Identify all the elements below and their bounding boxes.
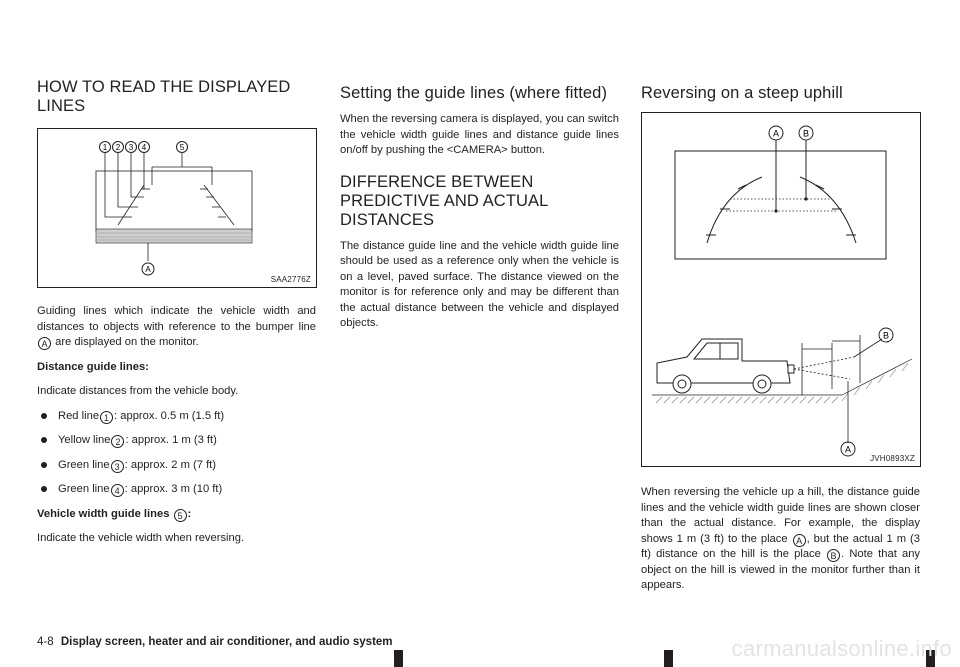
registration-mark <box>664 650 673 667</box>
list-item: Green line 4 : approx. 3 m (10 ft) <box>37 482 316 498</box>
figure-label-b: B <box>802 128 810 139</box>
distance-desc: Indicate distances from the vehicle body. <box>37 385 239 397</box>
bullet-icon <box>41 413 47 419</box>
width-heading: Vehicle width guide lines 5 : <box>37 507 192 521</box>
bullet-icon <box>41 462 47 468</box>
column-1 <box>37 78 316 556</box>
marker-5: 5 <box>174 509 187 522</box>
intro-text-end: are displayed on the monitor. <box>55 336 199 348</box>
section-title-difference: DIFFERENCE BETWEEN PREDICTIVE AND ACTUAL DISTANCES <box>340 172 548 229</box>
intro-paragraph <box>37 304 316 351</box>
column-2 <box>340 78 619 341</box>
figure-code: SAA2776Z <box>270 275 311 284</box>
figure-label-a: A <box>772 128 780 139</box>
figure-label-a: A <box>145 265 151 274</box>
width-desc: Indicate the vehicle width when reversing. <box>37 532 245 544</box>
list-item: Yellow line 2 : approx. 1 m (3 ft) <box>37 433 316 449</box>
distance-heading: Distance guide lines: <box>37 360 149 373</box>
guide-lines-illustration <box>38 129 316 287</box>
bullet-icon <box>41 486 47 492</box>
uphill-illustration <box>642 113 920 466</box>
figure-label-b-side: B <box>882 330 890 341</box>
section-title-displayed-lines: HOW TO READ THE DISPLAYED LINES <box>37 78 291 115</box>
marker-b: B <box>827 549 840 562</box>
marker-3: 3 <box>111 460 124 473</box>
figure-label-a-side: A <box>844 444 852 455</box>
distance-line-list <box>37 409 316 498</box>
list-item: Green line 3 : approx. 2 m (7 ft) <box>37 458 316 474</box>
column-3 <box>641 78 920 603</box>
guide-paragraph: When the reversing camera is displayed, you can switch the vehicle width guide lines and distance guide lines on/off by pushing the <CAMERA> button. <box>340 113 619 156</box>
marker-1: 1 <box>102 143 108 152</box>
marker-5: 5 <box>179 143 185 152</box>
marker-4: 4 <box>111 484 124 497</box>
chapter-title: Display screen, heater and air conditioner, and audio system <box>60 636 393 648</box>
page-footer <box>37 636 393 648</box>
section-title-uphill: Reversing on a steep uphill <box>641 84 843 102</box>
page-number: 4-8 <box>37 636 54 648</box>
list-item: Red line 1 : approx. 0.5 m (1.5 ft) <box>37 409 316 425</box>
marker-a: A <box>38 337 51 350</box>
watermark: carmanualsonline.info <box>731 636 952 661</box>
figure-uphill <box>641 112 921 467</box>
marker-4: 4 <box>141 143 147 152</box>
figure-code: JVH0893XZ <box>870 454 915 463</box>
marker-2: 2 <box>111 435 124 448</box>
marker-1: 1 <box>100 411 113 424</box>
figure-guide-lines <box>37 128 317 288</box>
section-title-guide-lines: Setting the guide lines (where fitted) <box>340 84 608 102</box>
bullet-icon <box>41 437 47 443</box>
uphill-paragraph: When reversing the vehicle up a hill, the distance guide lines and the vehicle width guide lines are shown closer than the actual distance. For example, the display shows 1 m (3 ft) to the place A , but the actual 1 m (3 ft) distance on the hill is the place B . Note that any object on the hill is viewed in the monitor further than it appears. <box>641 486 921 591</box>
intro-text: Guiding lines which indicate the vehicle width and distances to objects with reference to the bumper line <box>37 305 316 333</box>
marker-2: 2 <box>115 143 121 152</box>
difference-paragraph: The distance guide line and the vehicle width guide line should be used as a reference only when the vehicle is on a level, paved surface. The distance viewed on the monitor is for reference only and may be different than the actual distance between the vehicle and displayed objects. <box>340 239 619 329</box>
marker-3: 3 <box>128 143 134 152</box>
marker-a: A <box>793 534 806 547</box>
registration-mark <box>394 650 403 667</box>
